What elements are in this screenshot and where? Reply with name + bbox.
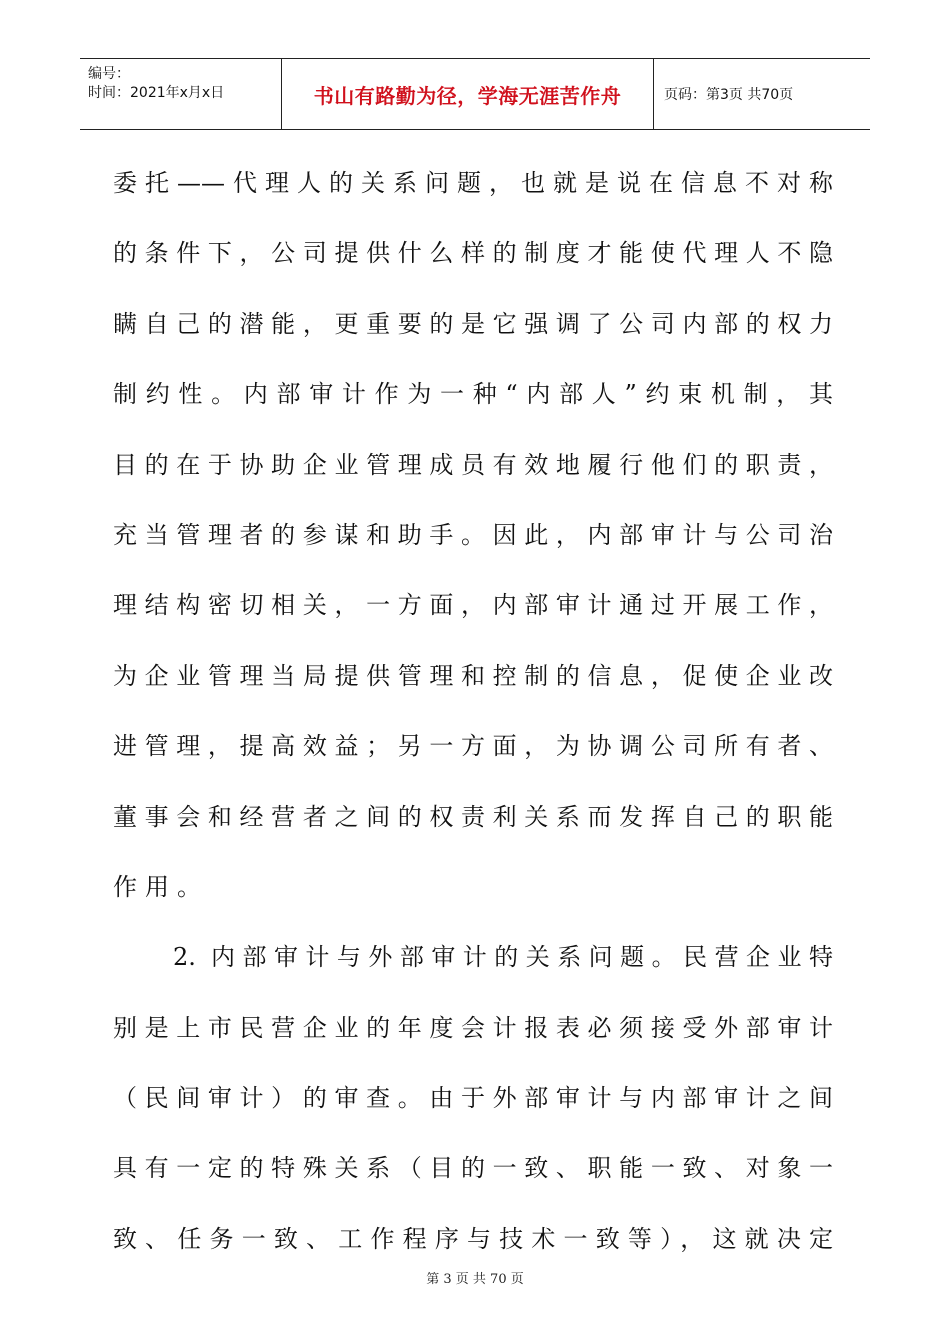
- page-footer: [0, 1268, 950, 1287]
- time-label: 时间：2021年x月x日: [88, 85, 225, 101]
- paragraph-line: 制约性。内部审计作为一种“内部人”约束机制，其: [113, 380, 833, 409]
- paragraph-line: 理结构密切相关，一方面，内部审计通过开展工作，: [113, 591, 833, 620]
- paragraph-line-numbered: 2. 内部审计与外部审计的关系问题。民营企业特: [173, 943, 833, 972]
- header-motto-cell: [282, 59, 654, 129]
- paragraph-line: 目的在于协助企业管理成员有效地履行他们的职责，: [113, 450, 833, 479]
- header-meta-cell: [80, 59, 282, 129]
- paragraph-line-last: 作用。: [113, 872, 209, 901]
- page-info: 页码：第3页 共70页: [664, 87, 794, 103]
- footer-page-number: 第 3 页 共 70 页: [426, 1272, 524, 1287]
- motto-text: 书山有路勤为径，学海无涯苦作舟: [313, 83, 622, 108]
- paragraph-line: 别是上市民营企业的年度会计报表必须接受外部审计: [113, 1013, 833, 1042]
- paragraph-line: （民间审计）的审查。由于外部审计与内部审计之间: [113, 1084, 833, 1113]
- paragraph-line: 充当管理者的参谋和助手。因此，内部审计与公司治: [113, 520, 833, 549]
- paragraph-line: 委托——代理人的关系问题，也就是说在信息不对称: [113, 169, 833, 197]
- number-label: 编号：: [88, 66, 130, 82]
- document-body: [113, 148, 833, 1274]
- paragraph-line: 进管理，提高效益；另一方面，为协调公司所有者、: [113, 732, 833, 761]
- page-header: [80, 58, 870, 130]
- paragraph-line: 的条件下，公司提供什么样的制度才能使代理人不隐: [113, 239, 833, 268]
- paragraph-line: 为企业管理当局提供管理和控制的信息，促使企业改: [113, 661, 833, 690]
- paragraph-line: 董事会和经营者之间的权责利关系而发挥自己的职能: [113, 802, 833, 831]
- paragraph-line: 瞒自己的潜能，更重要的是它强调了公司内部的权力: [113, 309, 833, 338]
- paragraph-line: 致、任务一致、工作程序与技术一致等），这就决定: [113, 1224, 833, 1253]
- header-page-cell: [654, 59, 870, 129]
- paragraph-line: 具有一定的特殊关系（目的一致、职能一致、对象一: [113, 1154, 833, 1183]
